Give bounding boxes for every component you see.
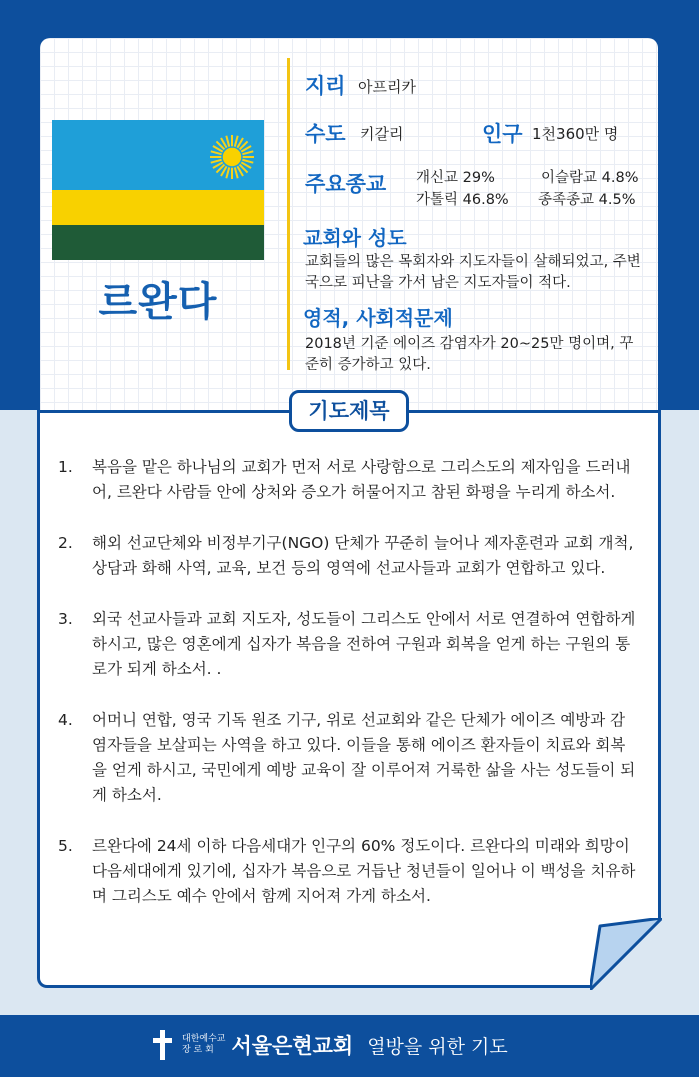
prayer-text: 외국 선교사들과 교회 지도자, 성도들이 그리스도 안에서 서로 연결하여 연합하게 하시고, 많은 영혼에게 십자가 복음을 전하여 구원과 회복을 얻게 하는 구원의 통로가 되게 하소서. . — [92, 610, 636, 678]
prayer-card-top-border-right — [409, 410, 661, 413]
prayer-list — [58, 455, 640, 935]
geography-label: 지리 — [305, 74, 346, 98]
denomination-line-2: 장 로 회 — [182, 1045, 214, 1055]
prayer-text: 어머니 연합, 영국 기독 원조 기구, 위로 선교회와 같은 단체가 에이즈 예방과 감염자들을 보살피는 사역을 하고 있다. 이들을 통해 에이즈 환자들이 치료와 회복을 얻게 하시고, 국민에게 예방 교육이 잘 이루어져 거룩한 삶을 사는 성도들이 되게 하소서. — [92, 711, 636, 804]
page-curl-icon — [590, 918, 662, 990]
prayer-text: 복음을 맡은 하나님의 교회가 먼저 서로 사랑함으로 그리스도의 제자임을 드러내어, 르완다 사람들 안에 상처와 증오가 허물어지고 참된 화평을 누리게 하소서. — [92, 458, 631, 501]
social-issues-label: 영적, 사회적문제 — [303, 306, 453, 330]
church-name: 서울은현교회 — [231, 1034, 354, 1058]
prayer-title: 기도제목 — [289, 390, 409, 432]
social-issues-text: 2018년 기준 에이즈 감염자가 20~25만 명이며, 꾸준히 증가하고 있다. — [305, 336, 634, 373]
prayer-card-top-border-left — [37, 410, 289, 413]
church-text: 교회들의 많은 목회자와 지도자들이 살해되었고, 주변국으로 피난을 가서 남은 지도자들이 적다. — [305, 254, 641, 291]
religion-label: 주요종교 — [305, 172, 387, 196]
prayer-number: 3. — [58, 610, 73, 628]
religion-islam: 이슬람교 4.8% — [541, 170, 639, 186]
population-value: 1천360만 명 — [532, 125, 619, 143]
prayer-item — [58, 834, 640, 909]
prayer-item — [58, 531, 640, 581]
cross-icon — [152, 1028, 172, 1062]
footer-tagline: 열방을 위한 기도 — [367, 1035, 508, 1058]
capital-label: 수도 — [305, 122, 346, 146]
geography-value: 아프리카 — [358, 78, 416, 96]
country-name: 르완다 — [98, 279, 218, 325]
denomination-line-1: 대한예수교 — [182, 1034, 226, 1044]
prayer-text: 해외 선교단체와 비정부기구(NGO) 단체가 꾸준히 늘어나 제자훈련과 교회 개척, 상담과 화해 사역, 교육, 보건 등의 영역에 선교사들과 교회가 연합하고 있다. — [92, 534, 634, 577]
denomination-text — [182, 1034, 225, 1056]
religion-catholic: 가톨릭 46.8% — [416, 192, 509, 208]
church-label: 교회와 성도 — [303, 226, 407, 250]
capital-value: 키갈리 — [360, 125, 404, 143]
prayer-number: 5. — [58, 837, 73, 855]
prayer-number: 4. — [58, 711, 73, 729]
divider-line — [287, 58, 290, 370]
footer-logo — [152, 1025, 508, 1065]
religion-ethnic: 종족종교 4.5% — [538, 192, 636, 208]
population-label: 인구 — [482, 122, 523, 146]
prayer-number: 1. — [58, 458, 73, 476]
prayer-item — [58, 708, 640, 808]
religion-protestant: 개신교 29% — [416, 170, 495, 186]
prayer-number: 2. — [58, 534, 73, 552]
prayer-item — [58, 607, 640, 682]
prayer-text: 르완다에 24세 이하 다음세대가 인구의 60% 정도이다. 르완다의 미래와 희망이 다음세대에게 있기에, 십자가 복음으로 거듭난 청년들이 일어나 이 백성을 치유하며 그리스도 예수 안에서 함께 지어져 가게 하소서. — [92, 837, 636, 905]
prayer-item — [58, 455, 640, 505]
rwanda-flag-icon — [52, 120, 264, 260]
